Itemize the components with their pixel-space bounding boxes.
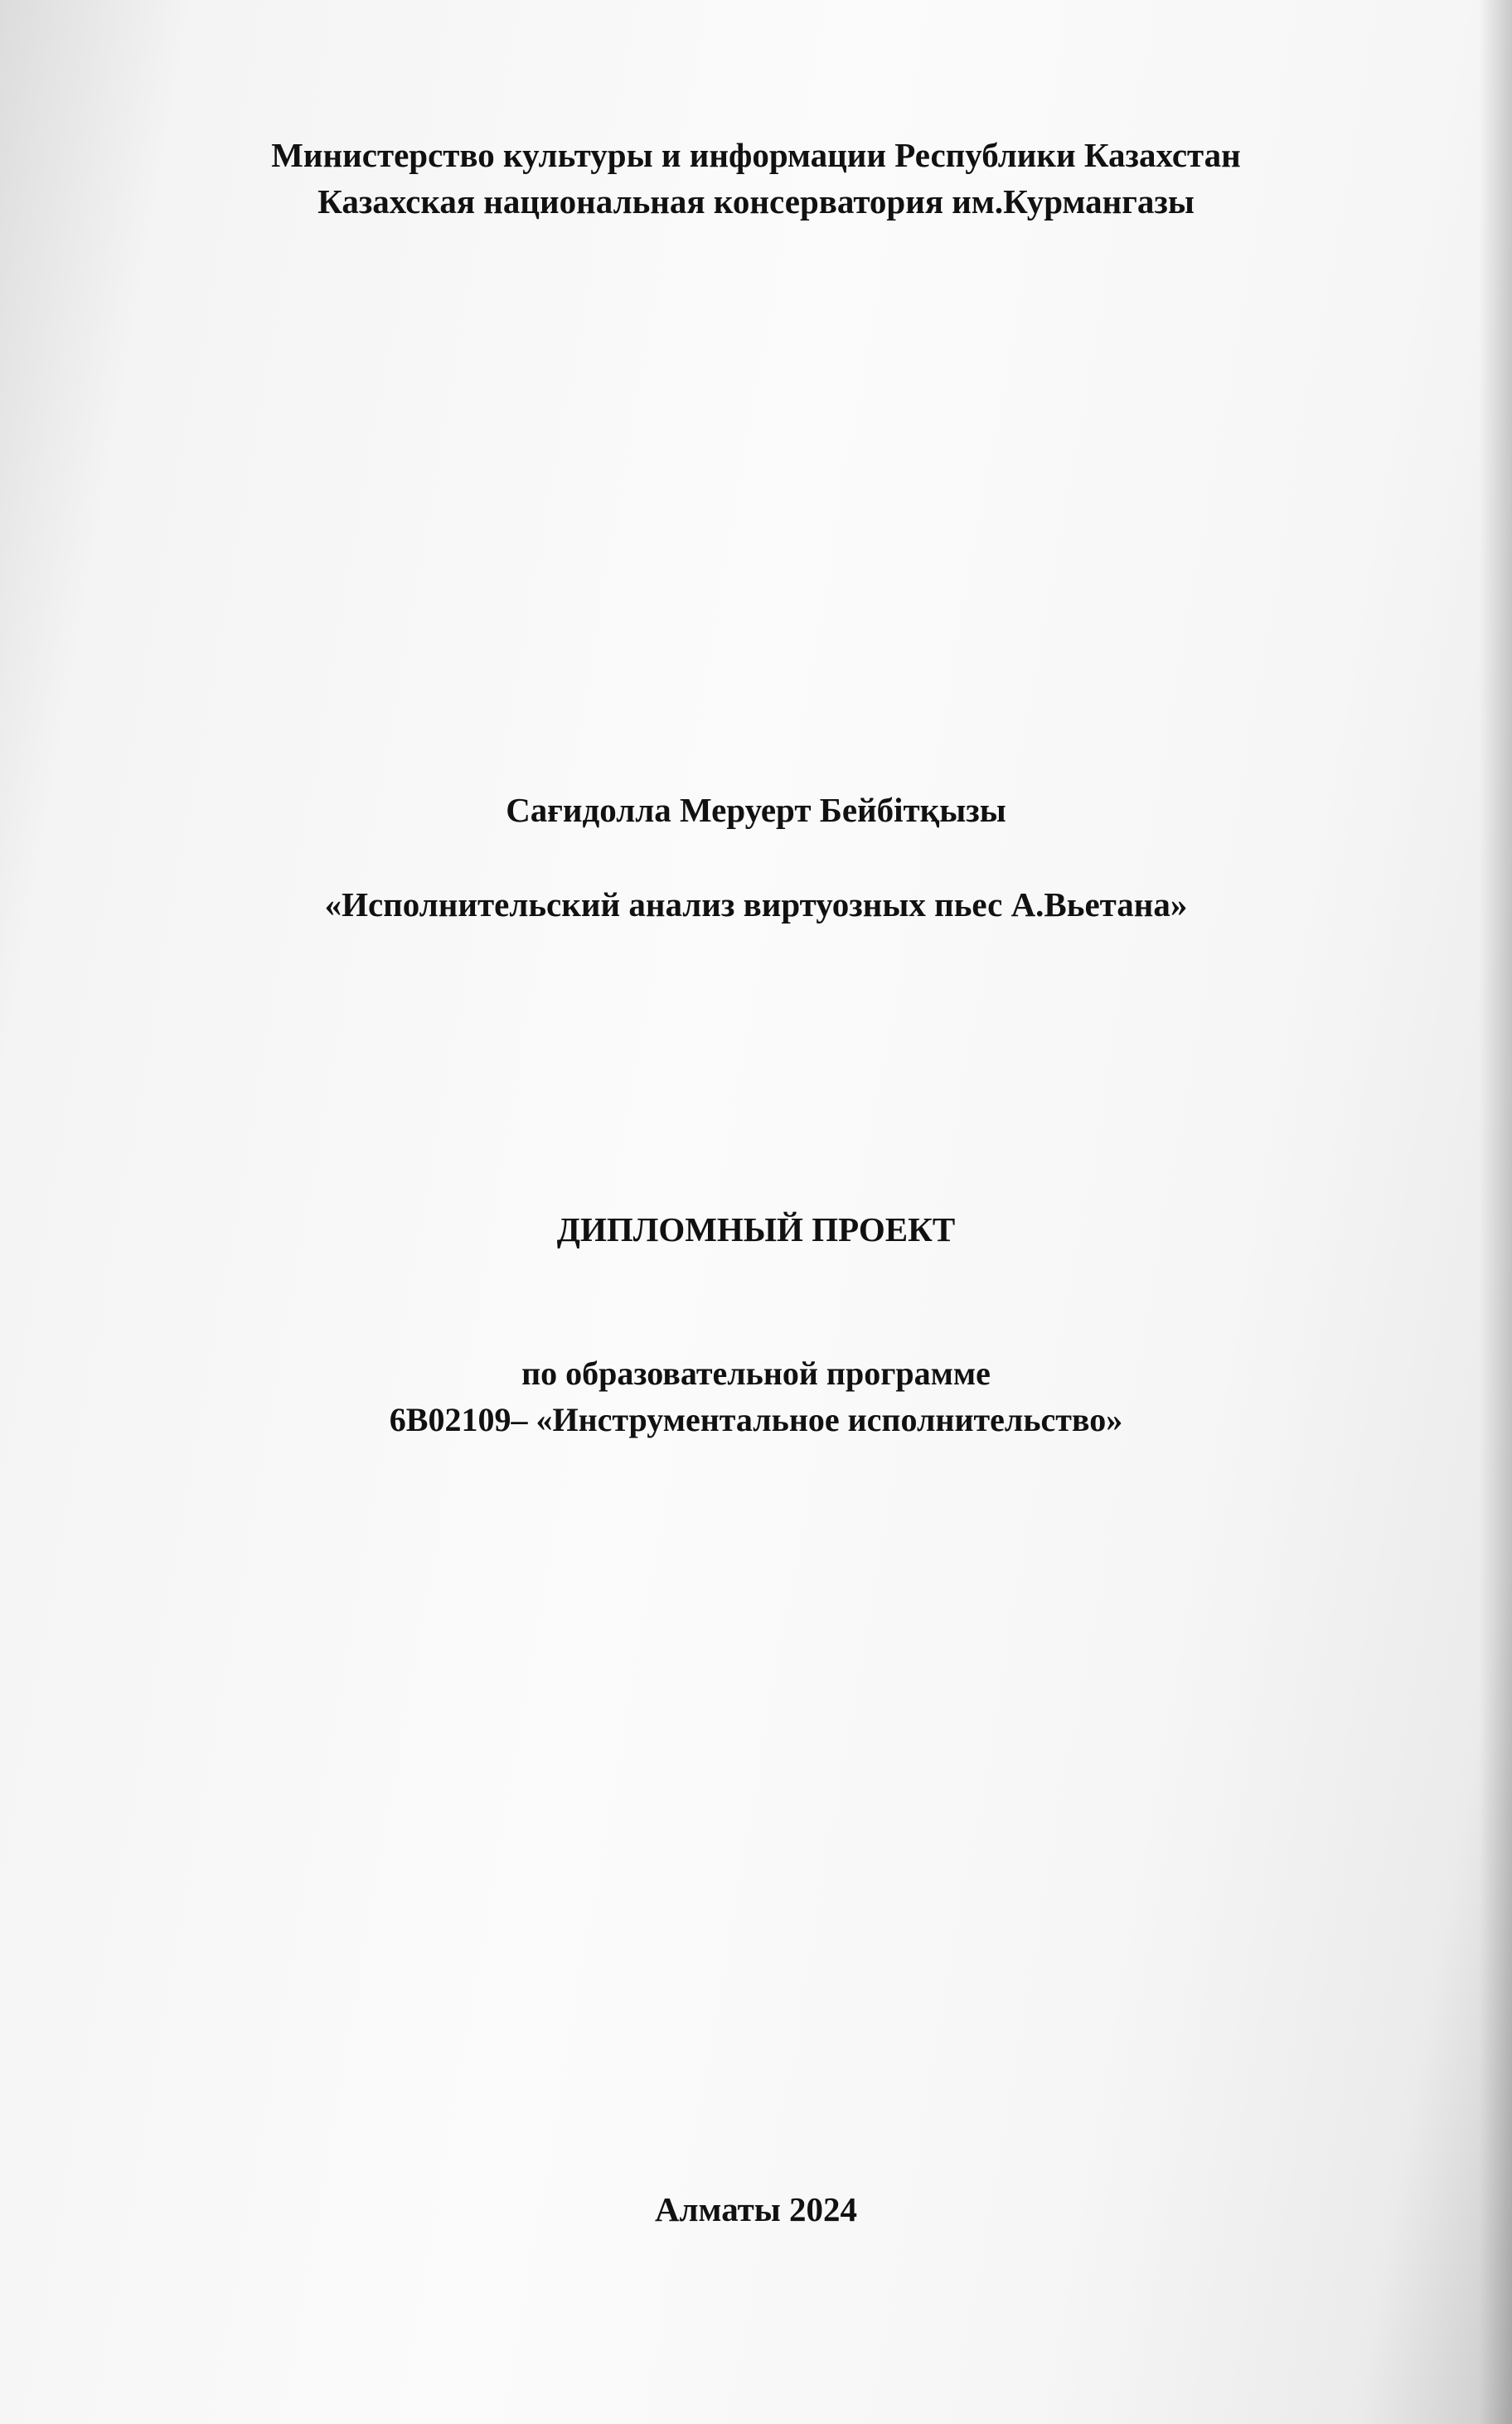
program-line-1: по образовательной программе	[521, 1355, 991, 1392]
conservatory-heading: Казахская национальная консерватория им.Курмангазы	[317, 182, 1195, 221]
program-line-2: 6В02109– «Инструментальное исполнительство»	[389, 1401, 1123, 1438]
work-title: «Исполнительский анализ виртуозных пьес А.Вьетана»	[324, 885, 1188, 924]
ministry-heading: Министерство культуры и информации Республики Казахстан	[271, 136, 1241, 174]
author-name: Сағидолла Меруерт Бейбітқызы	[506, 791, 1006, 829]
document-type: ДИПЛОМНЫЙ ПРОЕКТ	[556, 1210, 956, 1248]
city-year: Алматы 2024	[654, 2190, 858, 2228]
